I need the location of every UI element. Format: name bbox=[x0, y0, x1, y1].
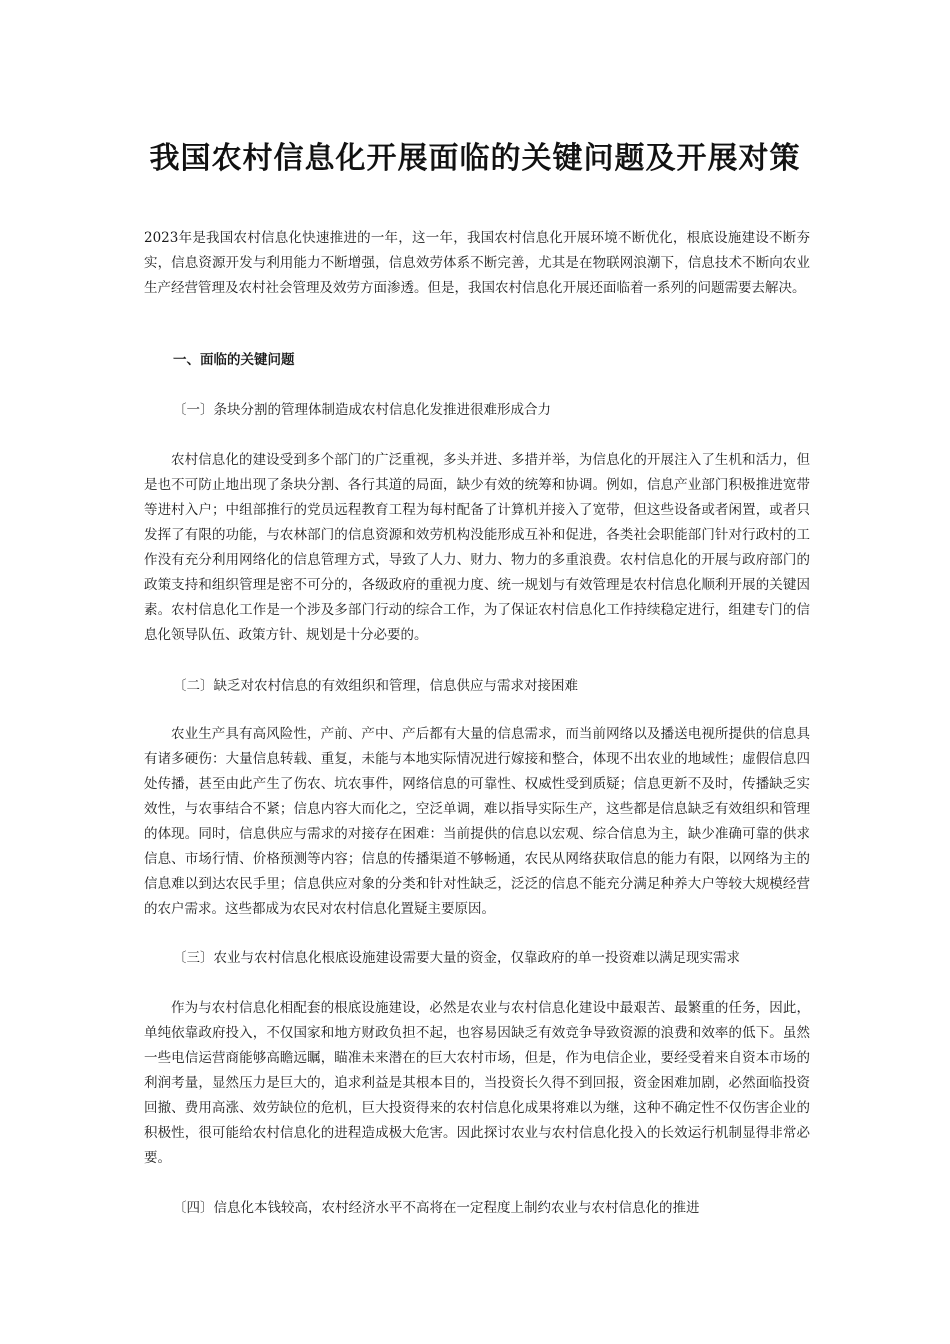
subsection-heading-1: 〔一〕条块分割的管理体制造成农村信息化发推进很难形成合力 bbox=[173, 402, 551, 418]
subsection-heading-2: 〔二〕缺乏对农村信息的有效组织和管理，信息供应与需求对接困难 bbox=[173, 678, 578, 694]
subsection-body-2: 农业生产具有高风险性，产前、产中、产后都有大量的信息需求，而当前网络以及播送电视所提供的信息具有诸多硬伤：大量信息转载、重复，未能与本地实际情况进行嫁接和整合，体现不出农业的地域性；虚假信息四处传播，甚至由此产生了伤农、坑农事件，网络信息的可靠性、权威性受到质疑；信息更新不及时，传播缺乏实效性，与农事结合不紧；信息内容大而化之，空泛单调，难以指导实际生产，这些都是信息缺乏有效组织和管理的体现。同时，信息供应与需求的对接存在困难：当前提供的信息以宏观、综合信息为主，缺少准确可靠的供求信息、市场行情、价格预测等内容；信息的传播渠道不够畅通，农民从网络获取信息的能力有限，以网络为主的信息难以到达农民手里；信息供应对象的分类和针对性缺乏，泛泛的信息不能充分满足种养大户等较大规模经营的农户需求。这些都成为农民对农村信息化置疑主要原因。 bbox=[144, 726, 810, 917]
subsection-heading-4: 〔四〕信息化本钱较高，农村经济水平不高将在一定程度上制约农业与农村信息化的推进 bbox=[173, 1200, 700, 1216]
subsection-body-3: 作为与农村信息化相配套的根底设施建设，必然是农业与农村信息化建设中最艰苦、最繁重的任务，因此，单纯依靠政府投入，不仅国家和地方财政负担不起，也容易因缺乏有效竞争导致资源的浪费和效率的低下。虽然一些电信运营商能够高瞻远瞩，瞄准未来潜在的巨大农村市场，但是，作为电信企业，要经受着来自资本市场的利润考量，显然压力是巨大的，追求利益是其根本目的，当投资长久得不到回报，资金困难加剧，必然面临投资回撤、费用高涨、效劳缺位的危机，巨大投资得来的农村信息化成果将难以为继，这种不确定性不仅伤害企业的积极性，很可能给农村信息化的进程造成极大危害。因此探讨农业与农村信息化投入的长效运行机制显得非常必要。 bbox=[144, 1000, 810, 1166]
document-title: 我国农村信息化开展面临的关键问题及开展对策 bbox=[149, 141, 801, 176]
intro-paragraph: 2023年是我国农村信息化快速推进的一年，这一年，我国农村信息化开展环境不断优化，根底设施建设不断夯实，信息资源开发与利用能力不断增强，信息效劳体系不断完善，尤其是在物联网浪潮下，信息技术不断向农业生产经营管理及农村社会管理及效劳方面渗透。但是，我国农村信息化开展还面临着一系列的问题需要去解决。 bbox=[144, 230, 810, 296]
section-heading-key-problems: 一、面临的关键问题 bbox=[173, 352, 295, 368]
subsection-body-1: 农村信息化的建设受到多个部门的广泛重视，多头并进、多措并举，为信息化的开展注入了生机和活力，但是也不可防止地出现了条块分割、各行其道的局面，缺少有效的统筹和协调。例如，信息产业部门积极推进宽带等进村入户；中组部推行的党员远程教育工程为每村配备了计算机并接入了宽带，但这些设备或者闲置，或者只发挥了有限的功能，与农林部门的信息资源和效劳机构没能形成互补和促进，各类社会职能部门针对行政村的工作没有充分利用网络化的信息管理方式，导致了人力、财力、物力的多重浪费。农村信息化的开展与政府部门的政策支持和组织管理是密不可分的，各级政府的重视力度、统一规划与有效管理是农村信息化顺利开展的关键因素。农村信息化工作是一个涉及多部门行动的综合工作，为了保证农村信息化工作持续稳定进行，组建专门的信息化领导队伍、政策方针、规划是十分必要的。 bbox=[144, 452, 810, 643]
subsection-heading-3: 〔三〕农业与农村信息化根底设施建设需要大量的资金，仅靠政府的单一投资难以满足现实需求 bbox=[173, 950, 740, 966]
